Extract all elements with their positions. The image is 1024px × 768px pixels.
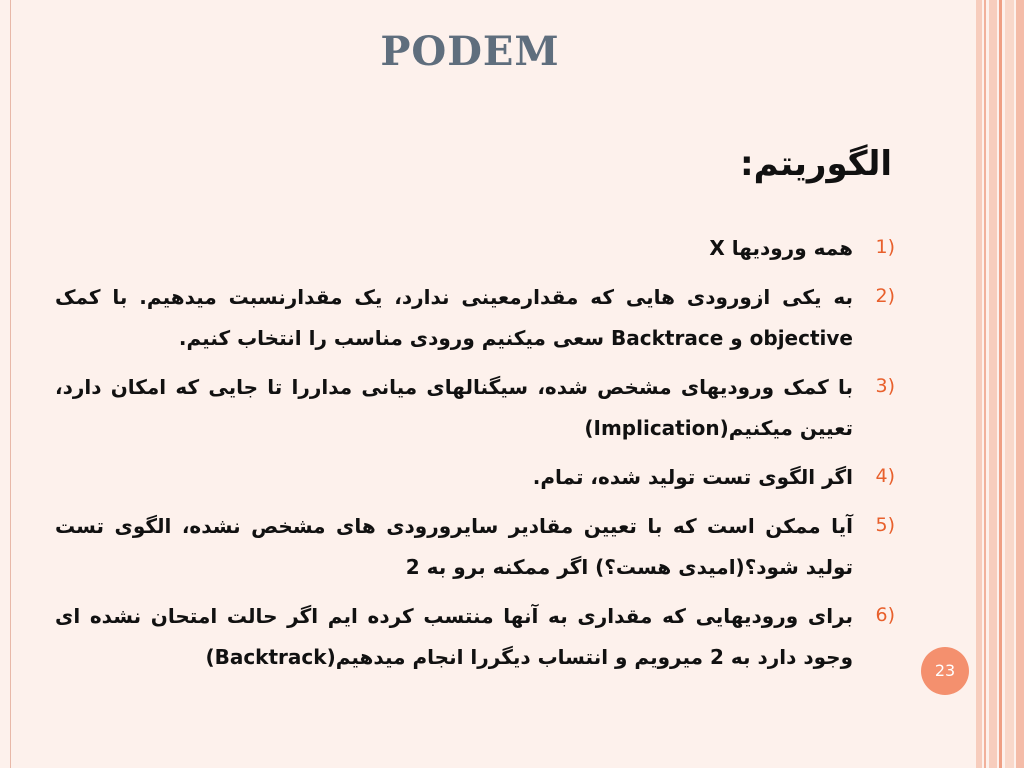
slide-title: PODEM <box>380 28 560 75</box>
item-number: (6 <box>875 604 895 626</box>
item-text: با کمک ورودیهای مشخص شده، سیگنالهای میانی مداررا تا جایی که امکان دارد، تعیین میکنیم(Implication) <box>55 375 853 440</box>
item-text: به یکی ازورودی هایی که مقدارمعینی ندارد، یک مقدارنسبت میدهیم. با کمک objective و Backtrace سعی میکنیم ورودی مناسب را انتخاب کنیم. <box>55 285 853 350</box>
decorative-stripe <box>1016 0 1024 768</box>
list-item <box>55 506 895 588</box>
decorative-stripe <box>1005 0 1014 768</box>
list-item <box>55 277 895 359</box>
algorithm-steps-list <box>55 228 895 686</box>
decorative-stripe <box>999 0 1002 768</box>
list-item <box>55 457 895 498</box>
left-border-line <box>10 0 11 768</box>
item-number: (2 <box>875 285 895 307</box>
item-text: برای ورودیهایی که مقداری به آنها منتسب کرده ایم اگر حالت امتحان نشده ای وجود دارد به 2 میرویم و انتساب دیگررا انجام میدهیم(Backtrack) <box>55 604 853 669</box>
item-number: (5 <box>875 514 895 536</box>
list-item <box>55 228 895 269</box>
page-number-badge: 23 <box>921 647 969 695</box>
decorative-stripe <box>984 0 986 768</box>
decorative-stripe <box>989 0 997 768</box>
item-text: اگر الگوی تست تولید شده، تمام. <box>532 465 853 489</box>
item-number: (3 <box>875 375 895 397</box>
item-number: (4 <box>875 465 895 487</box>
item-text: آیا ممکن است که با تعیین مقادیر سایرورودی های مشخص نشده، الگوی تست تولید شود؟(امیدی هست؟) اگر ممکنه برو به 2 <box>55 514 853 579</box>
decorative-stripe <box>976 0 982 768</box>
item-number: (1 <box>875 236 895 258</box>
list-item <box>55 596 895 678</box>
list-item <box>55 367 895 449</box>
item-text: همه ورودیها X <box>709 236 853 260</box>
slide-subtitle: الگوریتم: <box>740 144 892 184</box>
